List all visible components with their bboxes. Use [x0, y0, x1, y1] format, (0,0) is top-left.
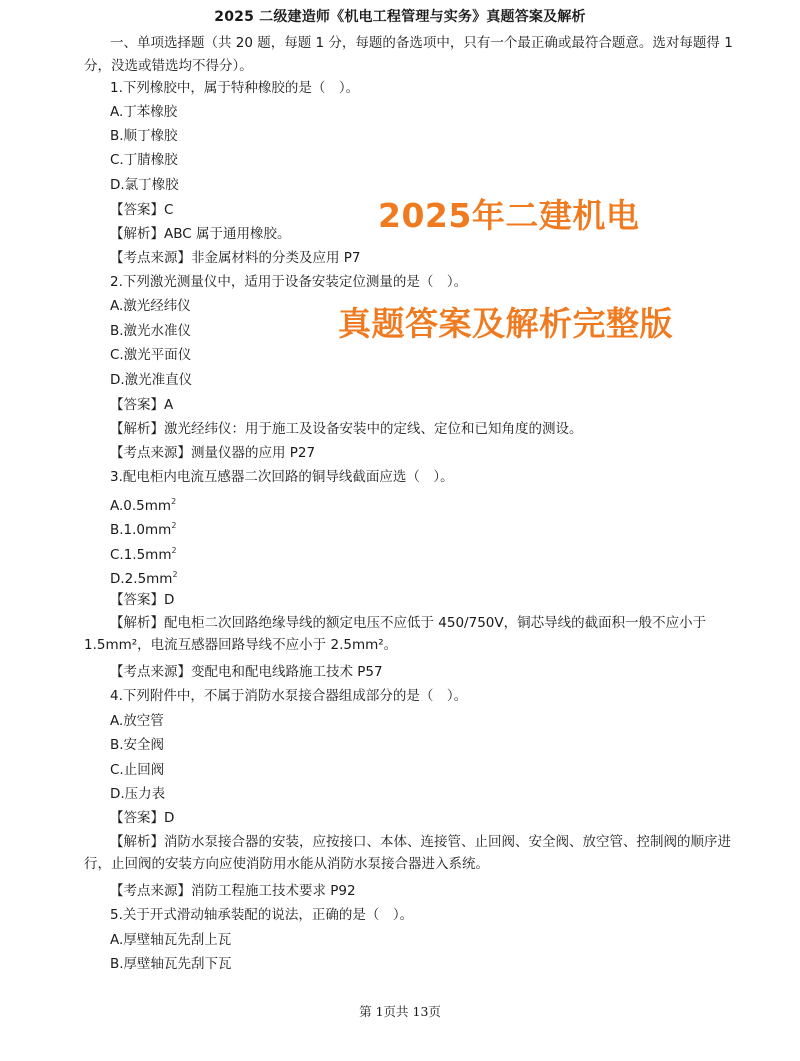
overlay-title-line1: 2025年二建机电: [378, 196, 640, 235]
answer-2: 【答案】A: [110, 397, 174, 413]
source-4: 【考点来源】消防工程施工技术要求 P92: [110, 883, 356, 899]
analysis-1: 【解析】ABC 属于通用橡胶。: [110, 226, 291, 242]
option-3a: [110, 492, 176, 516]
option-1b: B.顺丁橡胶: [110, 128, 178, 144]
option-3d-text: D.2.5mm: [110, 571, 173, 587]
document-title: 2025 二级建造师《机电工程管理与实务》真题答案及解析: [214, 9, 586, 25]
option-3b-text: B.1.0mm: [110, 522, 172, 538]
answer-4: 【答案】D: [110, 810, 175, 826]
option-3a-superscript: 2: [171, 497, 177, 506]
question-stem-3: 3.配电柜内电流互感器二次回路的铜导线截面应选（ ）。: [110, 469, 454, 485]
source-2: 【考点来源】测量仪器的应用 P27: [110, 445, 316, 461]
analysis-4: 【解析】消防水泵接合器的安装，应按接口、本体、连接管、止回阀、安全阀、放空管、控制阀的顺序进行，止回阀的安装方向应使消防用水能从消防水泵接合器进入系统。: [84, 834, 731, 872]
overlay-title-line2: 真题答案及解析完整版: [338, 304, 673, 343]
option-2d: D.激光准直仪: [110, 372, 193, 388]
source-1: 【考点来源】非金属材料的分类及应用 P7: [110, 250, 361, 266]
option-3b-superscript: 2: [171, 521, 177, 530]
source-3: 【考点来源】变配电和配电线路施工技术 P57: [110, 664, 383, 680]
question-stem-1: 1.下列橡胶中，属于特种橡胶的是（ ）。: [110, 80, 360, 96]
analysis-3: 【解析】配电柜二次回路绝缘导线的额定电压不应低于 450/750V，铜芯导线的截面积一般不应小于 1.5mm²，电流互感器回路导线不应小于 2.5mm²。: [84, 615, 707, 653]
option-2a: A.激光经纬仪: [110, 298, 191, 314]
analysis-2: 【解析】激光经纬仪：用于施工及设备安装中的定线、定位和已知角度的测设。: [110, 421, 583, 437]
option-5b: B.厚壁轴瓦先刮下瓦: [110, 956, 232, 972]
question-stem-2: 2.下列激光测量仪中，适用于设备安装定位测量的是（ ）。: [110, 274, 468, 290]
option-3b: [110, 516, 176, 540]
option-1a: A.丁苯橡胶: [110, 104, 178, 120]
option-2c: C.激光平面仪: [110, 347, 192, 363]
option-3d-superscript: 2: [172, 570, 178, 579]
page-footer: 第 1页共 13页: [359, 1004, 441, 1019]
option-3a-text: A.0.5mm: [110, 498, 172, 514]
option-4a: A.放空管: [110, 713, 164, 729]
option-1c: C.丁腈橡胶: [110, 152, 178, 168]
option-3d: [110, 565, 178, 589]
answer-3: 【答案】D: [110, 592, 175, 608]
option-4d: D.压力表: [110, 786, 166, 802]
option-3c-text: C.1.5mm: [110, 547, 172, 563]
answer-1: 【答案】C: [110, 202, 174, 218]
option-5a: A.厚壁轴瓦先刮上瓦: [110, 932, 232, 948]
option-4b: B.安全阀: [110, 737, 165, 753]
question-stem-5: 5.关于开式滑动轴承装配的说法，正确的是（ ）。: [110, 907, 414, 923]
section-intro: 一、单项选择题（共 20 题，每题 1 分，每题的备选项中，只有一个最正确或最符合题意。选对每题得 1 分，没选或错选均不得分）。: [84, 35, 733, 74]
option-2b: B.激光水准仪: [110, 323, 192, 339]
question-stem-4: 4.下列附件中，不属于消防水泵接合器组成部分的是（ ）。: [110, 688, 468, 704]
option-3c: [110, 541, 177, 565]
option-1d: D.氯丁橡胶: [110, 177, 179, 193]
option-3c-superscript: 2: [171, 546, 177, 555]
option-4c: C.止回阀: [110, 762, 165, 778]
